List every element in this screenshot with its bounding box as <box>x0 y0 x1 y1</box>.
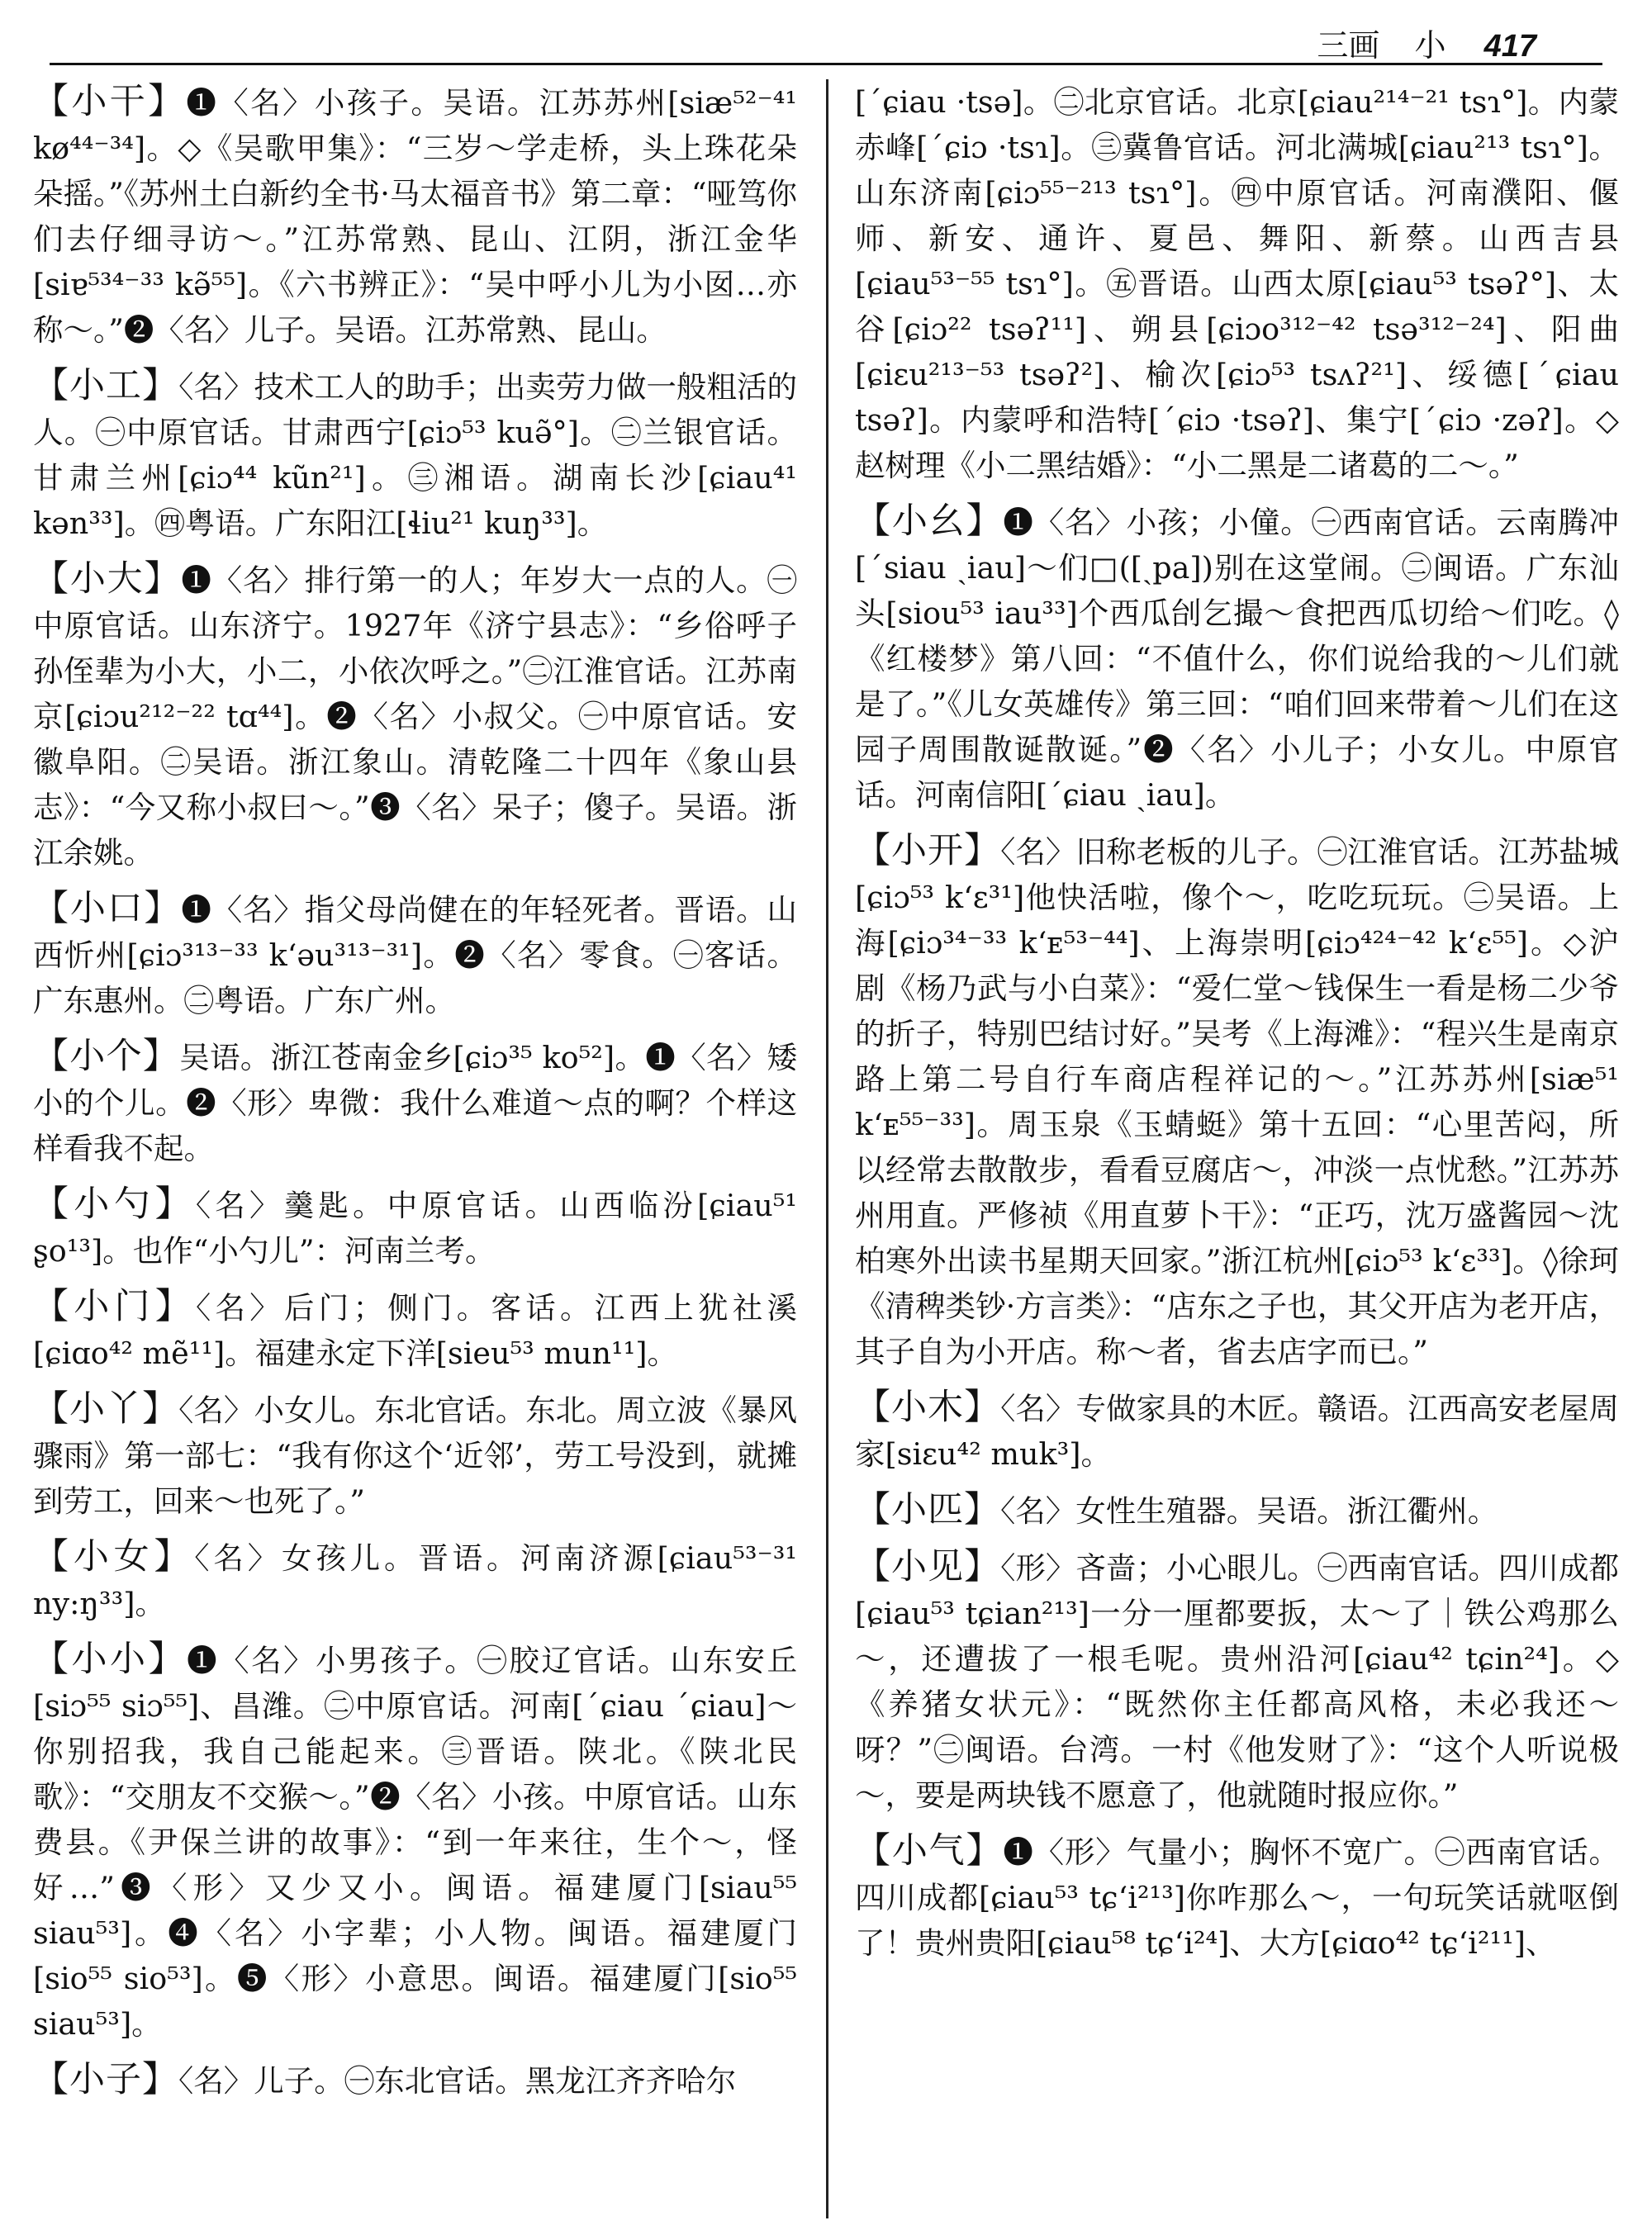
entry-definition: 〈名〉技术工人的助手；出卖劳力做一般粗活的人。㊀中原官话。甘肃西宁[ɕiɔ⁵³ kuə̃°]。㊁兰银官话。甘肃兰州[ɕiɔ⁴⁴ kũn²¹]。㊂湘语。湖南长沙[ɕiau⁴¹ kən³³]。㊃粤语。广东阳江[ɬiu²¹ kuŋ³³]。 <box>33 369 797 541</box>
entry-headword: 【小口】 <box>33 888 182 929</box>
entry-headword: 【小匹】 <box>855 1489 1000 1530</box>
entry-headword: 【小工】 <box>33 365 179 406</box>
dictionary-entry <box>33 79 797 353</box>
entry-definition: 〈名〉女性生殖器。吴语。浙江衢州。 <box>1000 1493 1498 1529</box>
entry-definition: ❶〈名〉排行第一的人；年岁大一点的人。㊀中原官话。山东济宁。1927年《济宁县志》：“乡俗呼子孙侄辈为小大，小二，小依次呼之。”㊁江淮官话。江苏南京[ɕiɔu²¹²⁻²² tɑ⁴⁴]。❷〈名〉小叔父。㊀中原官话。安徽阜阳。㊁吴语。浙江象山。清乾隆二十四年《象山县志》：“今又称小叔曰～。”❸〈名〉呆子；傻子。吴语。浙江余姚。 <box>33 562 798 871</box>
page-number: 417 <box>1483 29 1536 64</box>
entry-definition: 吴语。浙江苍南金乡[ɕiɔ³⁵ ko⁵²]。❶〈名〉矮小的个儿。❷〈形〉卑微：我什么难道～点的啊？个样这样看我不起。 <box>33 1040 797 1166</box>
dictionary-entry <box>33 1284 797 1376</box>
dictionary-entry <box>33 1034 797 1171</box>
entry-definition: 〈名〉专做家具的木匠。赣语。江西高安老屋周家[siɛu⁴² muk³]。 <box>855 1391 1619 1472</box>
running-head <box>1317 20 1536 65</box>
page-header <box>50 15 1602 65</box>
entry-headword: 【小丫】 <box>33 1388 179 1430</box>
entry-headword: 【小开】 <box>855 830 1001 871</box>
entry-definition: 〈名〉儿子。㊀东北官话。黑龙江齐齐哈尔 <box>178 2063 737 2099</box>
left-column <box>33 79 797 2114</box>
entry-definition: [ˊɕiau ·tsə]。㊁北京官话。北京[ɕiau²¹⁴⁻²¹ tsɿ°]。内蒙赤峰[ˊɕiɔ ·tsɿ]。㊂冀鲁官话。河北满城[ɕiau²¹³ tsɿ°]。山东济南[ɕiɔ⁵⁵⁻²¹³ tsɿ°]。㊃中原官话。河南濮阳、偃师、新安、通许、夏邑、舞阳、新蔡。山西吉县[ɕiau⁵³⁻⁵⁵ tsɿ°]。㊄晋语。山西太原[ɕiau⁵³ tsəʔ°]、太谷[ɕiɔ²² tsəʔ¹¹]、朔县[ɕiɔo³¹²⁻⁴² tsə³¹²⁻²⁴]、阳曲[ɕiɛu²¹³⁻⁵³ tsəʔ²]、榆次[ɕiɔ⁵³ tsʌʔ²¹]、绥德[ˊɕiau tsəʔ]。内蒙呼和浩特[ˊɕiɔ ·tsəʔ]、集宁[ˊɕiɔ ·zəʔ]。◇赵树理《小二黑结婚》：“小二黑是二诸葛的二～。” <box>855 84 1619 483</box>
head-character: 小 <box>1414 27 1446 64</box>
entry-headword: 【小子】 <box>33 2059 178 2100</box>
dictionary-entry <box>855 499 1619 818</box>
dictionary-entry <box>855 828 1619 1374</box>
entry-definition: 〈名〉旧称老板的儿子。㊀江淮官话。江苏盐城[ɕiɔ⁵³ k‘ɛ³¹]他快活啦，像个～，吃吃玩玩。㊁吴语。上海[ɕiɔ³⁴⁻³³ k‘ᴇ⁵³⁻⁴⁴]、上海崇明[ɕiɔ⁴²⁴⁻⁴² k‘ɛ⁵⁵]。◇沪剧《杨乃武与小白菜》：“爱仁堂～钱保生一看是杨二少爷的折子，特别巴结讨好。”吴考《上海滩》：“程兴生是南京路上第二号自行车商店程祥记的～。”江苏苏州[siæ⁵¹ k‘ᴇ⁵⁵⁻³³]。周玉泉《玉蜻蜓》第十五回：“心里苦闷，所以经常去散散步，看看豆腐店～，冲淡一点忧愁。”江苏苏州用直。严修祯《用直萝卜干》：“正巧，沈万盛酱园～沈柏寒外出读书星期天回家。”浙江杭州[ɕiɔ⁵³ k‘ɛ³³]。◊徐珂《清稗类钞·方言类》：“店东之子也，其父开店为老开店，其子自为小开店。称～者，省去店字而已。” <box>855 834 1619 1369</box>
dictionary-entry <box>855 1487 1619 1534</box>
entry-definition: ❶〈名〉指父母尚健在的年轻死者。晋语。山西忻州[ɕiɔ³¹³⁻³³ k‘əu³¹³⁻³¹]。❷〈名〉零食。㊀客话。广东惠州。㊁粤语。广东广州。 <box>33 892 798 1018</box>
dictionary-entry <box>33 1535 797 1626</box>
entry-headword: 【小幺】 <box>855 501 1004 542</box>
dictionary-entry <box>33 886 797 1023</box>
entry-headword: 【小大】 <box>33 558 182 600</box>
dictionary-entry <box>33 557 797 875</box>
entry-headword: 【小干】 <box>33 81 187 122</box>
dictionary-entry <box>33 1182 797 1274</box>
entry-definition: 〈形〉吝啬；小心眼儿。㊀西南官话。四川成都[ɕiau⁵³ tɕian²¹³]一分一厘都要扳，太～了｜铁公鸡那么～，还遭拔了一根毛呢。贵州沿河[ɕiau⁴² tɕin²⁴]。◇《养猪女状元》：“既然你主任都高风格，未必我还～呀？”㊁闽语。台湾。一村《他发财了》：“这个人听说极～，要是两块钱不愿意了，他就随时报应你。” <box>855 1550 1619 1813</box>
dictionary-entry <box>33 1387 797 1524</box>
entry-definition: ❶〈形〉气量小；胸怀不宽广。㊀西南官话。四川成都[ɕiau⁵³ tɕ‘i²¹³]你咋那么～，一句玩笑话就呕倒了！贵州贵阳[ɕiau⁵⁸ tɕ‘i²⁴]、大方[ɕiɑo⁴² tɕ‘i²¹¹]、 <box>855 1834 1620 1961</box>
dictionary-entry <box>855 1385 1619 1477</box>
dictionary-entry <box>855 1544 1619 1818</box>
entry-headword: 【小勺】 <box>33 1184 196 1225</box>
entry-headword: 【小门】 <box>33 1286 196 1327</box>
entry-definition: 〈名〉后门；侧门。客话。江西上犹社溪[ɕiɑo⁴² mẽ¹¹]。福建永定下洋[sieu⁵³ mun¹¹]。 <box>33 1290 797 1371</box>
entry-headword: 【小小】 <box>33 1639 188 1680</box>
dictionary-entry <box>33 363 797 546</box>
right-column <box>855 79 1619 1976</box>
dictionary-entry <box>33 2057 797 2104</box>
entry-definition: 〈名〉小女儿。东北官话。东北。周立波《暴风骤雨》第一部七：“我有你这个‘近邻’，劳工号没到，就摊到劳工，回来～也死了。” <box>33 1393 797 1519</box>
entry-headword: 【小个】 <box>33 1036 180 1077</box>
entry-definition: ❶〈名〉小孩；小僮。㊀西南官话。云南腾冲[ˊsiau ˎiau]～们□([ˎpa])别在这堂闹。㊁闽语。广东汕头[siou⁵³ iau³³]个西瓜刣乞撮～食把西瓜切给～们吃。◊《红楼梦》第八回：“不值什么，你们说给我的～儿们就是了。”《儿女英雄传》第三回：“咱们回来带着～儿们在这园子周围散诞散诞。”❷〈名〉小儿子；小女儿。中原官话。河南信阳[ˊɕiau ˎiau]。 <box>855 505 1620 813</box>
entry-headword: 【小木】 <box>855 1387 1001 1428</box>
entry-definition: 〈名〉女孩儿。晋语。河南济源[ɕiau⁵³⁻³¹ ny:ŋ³³]。 <box>33 1540 797 1621</box>
entry-headword: 【小见】 <box>855 1546 1001 1587</box>
entry-headword: 【小女】 <box>33 1536 195 1578</box>
dictionary-entry <box>855 1829 1619 1966</box>
column-divider <box>826 79 828 2218</box>
entry-definition: ❶〈名〉小男孩子。㊀胶辽官话。山东安丘[siɔ⁵⁵ siɔ⁵⁵]、昌潍。㊁中原官话。河南[ˊɕiau ˊɕiau]～你别招我，我自己能起来。㊂晋语。陕北。《陕北民歌》：“交朋友不交猴～。”❷〈名〉小孩。中原官话。山东费县。《尹保兰讲的故事》：“到一年来往，生个～，怪好…”❸〈形〉又少又小。闽语。福建厦门[siau⁵⁵ siau⁵³]。❹〈名〉小字辈；小人物。闽语。福建厦门[sio⁵⁵ sio⁵³]。❺〈形〉小意思。闽语。福建厦门[sio⁵⁵ siau⁵³]。 <box>33 1643 798 2042</box>
entry-definition: 〈名〉羹匙。中原官话。山西临汾[ɕiau⁵¹ ʂo¹³]。也作“小勺儿”：河南兰考。 <box>33 1188 797 1269</box>
dictionary-entry <box>33 1637 797 2047</box>
entry-definition: ❶〈名〉小孩子。吴语。江苏苏州[siæ⁵²⁻⁴¹ kø⁴⁴⁻³⁴]。◇《吴歌甲集》：“三岁～学走桥，头上珠花朵朵摇。”《苏州土白新约全书·马太福音书》第二章：“哑笃你们去仔细寻访～。”江苏常熟、昆山、江阴，浙江金华[siɐ⁵³⁴⁻³³ kə̃⁵⁵]。《六书辨正》：“吴中呼小儿为小囡…亦称～。”❷〈名〉儿子。吴语。江苏常熟、昆山。 <box>33 85 797 348</box>
section-label: 三画 <box>1317 27 1380 64</box>
entry-headword: 【小气】 <box>855 1830 1004 1872</box>
dictionary-entry <box>855 79 1619 488</box>
